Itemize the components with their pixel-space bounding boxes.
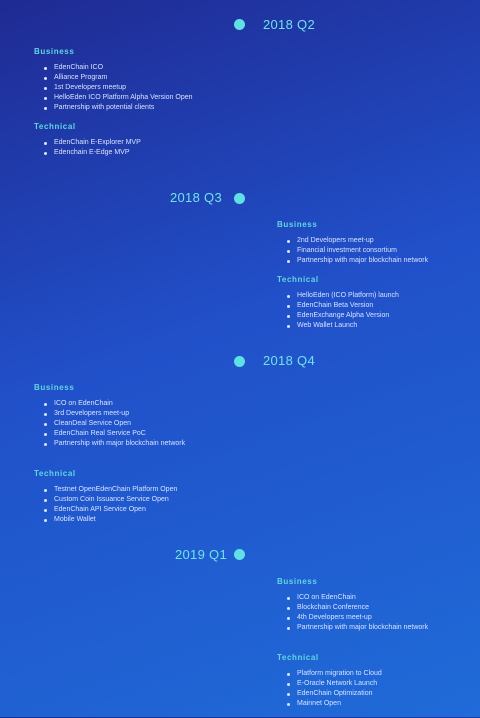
list-item: EdenChain Real Service PoC <box>54 429 224 439</box>
list-item: Mobile Wallet <box>54 515 224 525</box>
list-item: Web Wallet Launch <box>297 321 467 331</box>
list-item: 2nd Developers meet-up <box>297 236 467 246</box>
list-item: EdenChain ICO <box>54 63 209 73</box>
list-item: 4th Developers meet-up <box>297 613 467 623</box>
technical-list <box>277 291 467 331</box>
section-title-technical: Technical <box>277 653 319 662</box>
list-item: Partnership with major blockchain network <box>297 256 467 266</box>
list-item: HelloEden (ICO Platform) launch <box>297 291 467 301</box>
list-item: Blockchain Conference <box>297 603 467 613</box>
list-item: EdenExchange Alpha Version <box>297 311 467 321</box>
technical-list <box>277 669 467 709</box>
list-item: EdenChain E-Explorer MVP <box>54 138 209 148</box>
quarter-heading-2018-q2: 2018 Q2 <box>263 17 315 32</box>
list-item: 1st Developers meetup <box>54 83 209 93</box>
timeline-dot-2018-q4 <box>234 356 245 367</box>
list-item: Partnership with potential clients <box>54 103 209 113</box>
list-item: Custom Coin Issuance Service Open <box>54 495 224 505</box>
list-item: Financial investment consortium <box>297 246 467 256</box>
business-list <box>277 236 467 266</box>
section-title-business: Business <box>34 383 75 392</box>
list-item: Platform migration to Cloud <box>297 669 467 679</box>
list-item: Testnet OpenEdenChain Platform Open <box>54 485 224 495</box>
business-list <box>34 63 209 113</box>
section-title-business: Business <box>277 220 318 229</box>
list-item: Partnership with major blockchain network <box>297 623 467 633</box>
business-list <box>34 399 224 449</box>
list-item: ICO on EdenChain <box>54 399 224 409</box>
list-item: Alliance Program <box>54 73 209 83</box>
list-item: E-Oracle Network Launch <box>297 679 467 689</box>
quarter-content-2018-q4 <box>34 383 224 534</box>
timeline-dot-2018-q2 <box>234 19 245 30</box>
list-item: 3rd Developers meet-up <box>54 409 224 419</box>
list-item: EdenChain API Service Open <box>54 505 224 515</box>
quarter-heading-2018-q3: 2018 Q3 <box>170 190 222 205</box>
quarter-heading-2019-q1: 2019 Q1 <box>175 547 227 562</box>
list-item: EdenChain Beta Version <box>297 301 467 311</box>
list-item: ICO on EdenChain <box>297 593 467 603</box>
section-title-technical: Technical <box>34 469 76 478</box>
section-title-business: Business <box>277 577 318 586</box>
quarter-content-2018-q3 <box>277 220 467 340</box>
quarter-content-2019-q1 <box>277 577 467 718</box>
section-title-technical: Technical <box>277 275 319 284</box>
timeline-dot-2019-q1 <box>234 549 245 560</box>
timeline-dot-2018-q3 <box>234 193 245 204</box>
section-title-business: Business <box>34 47 75 56</box>
list-item: Edenchain E-Edge MVP <box>54 148 209 158</box>
quarter-content-2018-q2 <box>34 47 209 167</box>
section-title-technical: Technical <box>34 122 76 131</box>
quarter-heading-2018-q4: 2018 Q4 <box>263 353 315 368</box>
technical-list <box>34 138 209 158</box>
list-item: CleanDeal Service Open <box>54 419 224 429</box>
list-item: HelloEden ICO Platform Alpha Version Open <box>54 94 193 101</box>
business-list <box>277 593 467 633</box>
list-item: Partnership with major blockchain network <box>54 439 224 449</box>
list-item: Mainnet Open <box>297 699 467 709</box>
technical-list <box>34 485 224 525</box>
list-item: EdenChain Optimization <box>297 689 467 699</box>
